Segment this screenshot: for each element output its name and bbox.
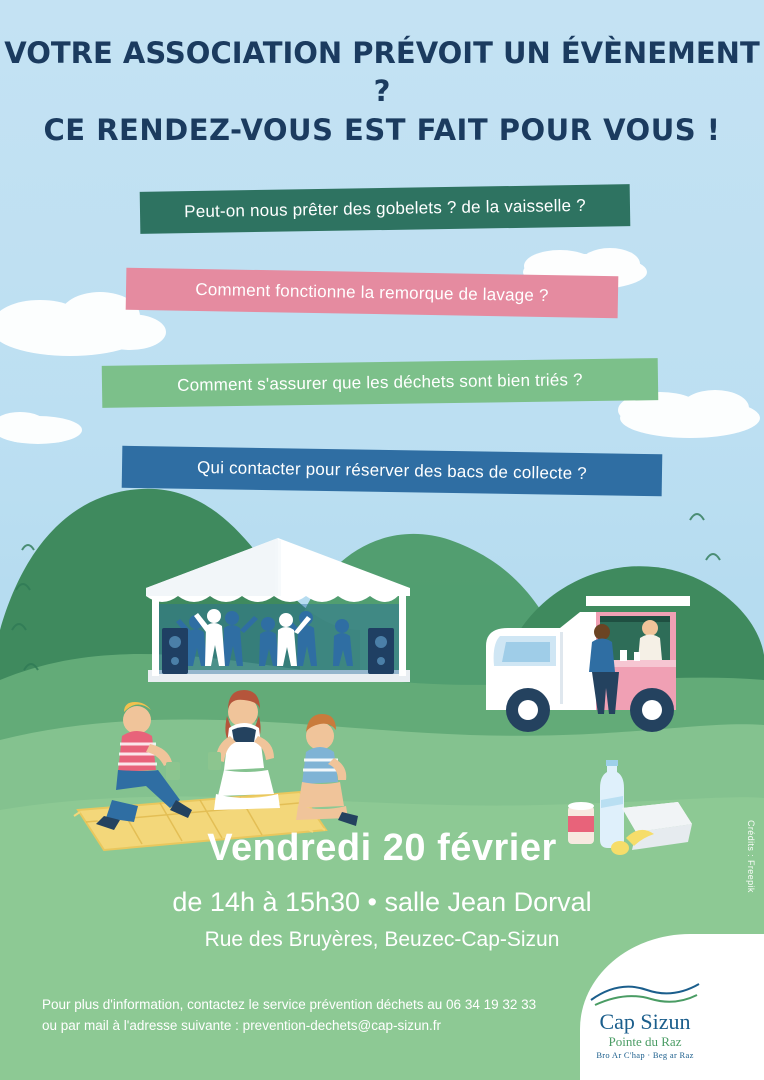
headline-line-2: CE RENDEZ-VOUS EST FAIT POUR VOUS ! (43, 113, 721, 147)
question-banner-4-label: Qui contacter pour réserver des bacs de collecte ? (196, 457, 588, 484)
logo-name: Cap Sizun (599, 1009, 691, 1034)
headline-line-1: VOTRE ASSOCIATION PRÉVOIT UN ÉVÈNEMENT ? (4, 36, 760, 108)
logo-subtitle: Pointe du Raz (608, 1034, 682, 1049)
event-time-label: de 14h à 15h30 • salle Jean Dorval (172, 887, 592, 917)
contact-info-line-2: ou par mail à l'adresse suivante : prevention-dechets@cap-sizun.fr (42, 1018, 441, 1033)
page-title (0, 34, 764, 150)
question-banner-1-label: Peut-on nous prêter des gobelets ? de la vaisselle ? (184, 195, 586, 222)
event-date-label: Vendredi 20 février (207, 827, 557, 869)
wave-icon (585, 978, 705, 1008)
logo (570, 978, 720, 1060)
event-date (0, 824, 764, 872)
event-time (0, 882, 764, 922)
question-banner-2 (126, 268, 619, 319)
question-banner-3-label: Comment s'assurer que les déchets sont bien triés ? (177, 370, 583, 395)
contact-info-line-1: Pour plus d'information, contactez le service prévention déchets au 06 34 19 32 33 (42, 997, 537, 1012)
contact-info (42, 994, 536, 1036)
question-banner-1 (140, 184, 631, 234)
event-address-label: Rue des Bruyères, Beuzec-Cap-Sizun (204, 928, 560, 951)
image-credit: Crédits : Freepik (746, 820, 756, 893)
logo-subtitle-breton: Bro Ar C'hap · Beg ar Raz (596, 1050, 694, 1060)
question-banner-2-label: Comment fonctionne la remorque de lavage ? (195, 279, 549, 306)
